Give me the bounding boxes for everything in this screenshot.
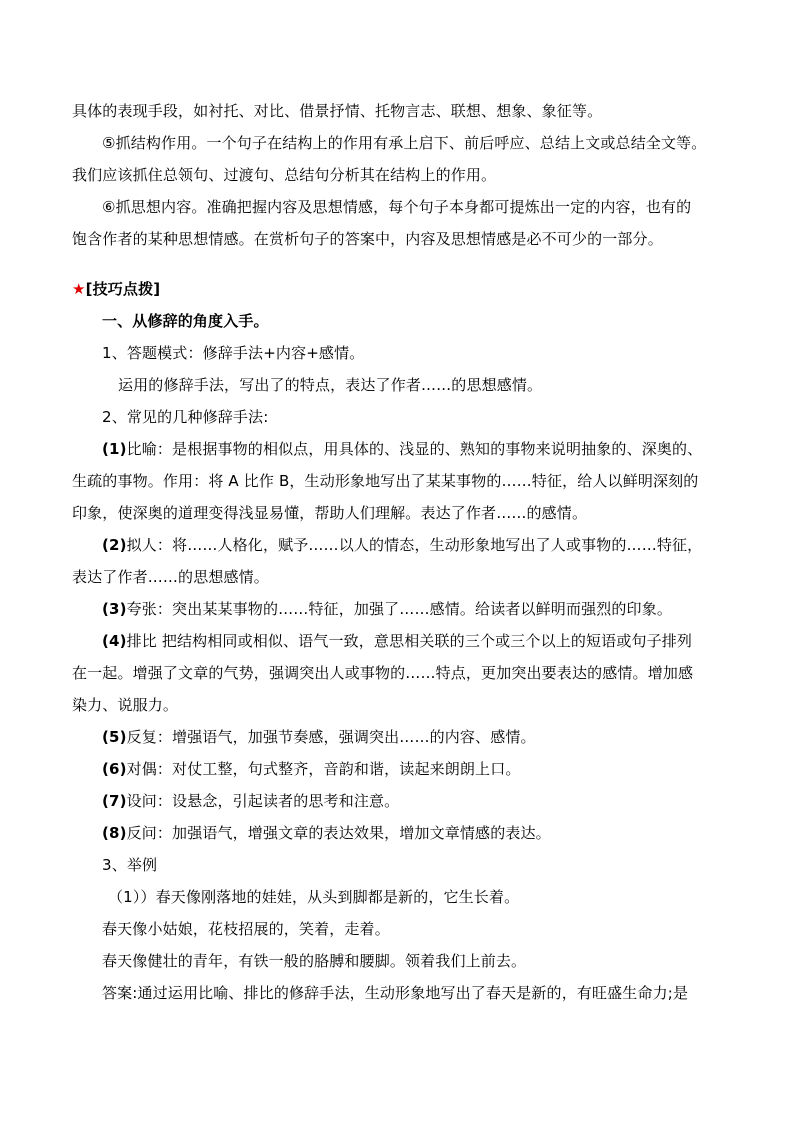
point-6-line-1: ⑥抓思想内容。准确把握内容及思想情感，每个句子本身都可提炼出一定的内容，也有的 [102, 198, 692, 216]
rhetoric-4-line-2: 在一起。增强了文章的气势，强调突出人或事物的……特点，更加突出要表达的感情。增加感 [72, 664, 694, 682]
rhetoric-4-line-3: 染力、说服力。 [72, 696, 179, 714]
section-title [72, 279, 727, 299]
point-6-line-2: 饱含作者的某种思想情感。在赏析句子的答案中，内容及思想情感是必不可少的一部分。 [72, 230, 663, 248]
intro-line-1: 具体的表现手段，如衬托、对比、借景抒情、托物言志、联想、想象、象征等。 [72, 102, 603, 120]
rhetoric-5-text: 反复：增强语气，加强节奏感，强调突出……的内容、感情。 [126, 728, 536, 746]
point-5-line-1: ⑤抓结构作用。一个句子在结构上的作用有承上启下、前后呼应、总结上文或总结全文等。 [102, 134, 707, 152]
rhetoric-4-label: (4) [102, 632, 127, 650]
rhetoric-4-line-1 [102, 631, 727, 651]
item-3-examples: 3、举例 [102, 856, 158, 874]
rhetoric-4-text: 排比 把结构相同或相似、语气一致，意思相关联的三个或三个以上的短语或句子排列 [126, 632, 693, 650]
rhetoric-3-label: (3) [102, 600, 127, 618]
rhetoric-1-line-1 [102, 439, 727, 459]
rhetoric-7-label: (7) [102, 792, 127, 810]
rhetoric-1-label: (1) [102, 440, 127, 458]
point-5-line-2: 我们应该抓住总领句、过渡句、总结句分析其在结构上的作用。 [72, 166, 497, 184]
rhetoric-8-text: 反问：加强语气，增强文章的表达效果，增加文章情感的表达。 [126, 824, 551, 842]
rhetoric-1-line-3: 印象，使深奥的道理变得浅显易懂，帮助人们理解。表达了作者……的感情。 [72, 504, 588, 522]
rhetoric-2-line-2: 表达了作者……的思想感情。 [72, 568, 269, 586]
star-icon: ★ [72, 280, 86, 298]
rhetoric-8-line-1 [102, 823, 727, 843]
rhetoric-2-text: 拟人：将……人格化，赋予……以人的情态，生动形象地写出了人或事物的……特征， [126, 536, 703, 554]
rhetoric-1-line-2: 生疏的事物。作用：将 A 比作 B，生动形象地写出了某某事物的……特征，给人以鲜明深刻的 [72, 472, 699, 490]
rhetoric-5-label: (5) [102, 728, 127, 746]
rhetoric-7-line-1 [102, 791, 727, 811]
example-1-answer: 答案:通过运用比喻、排比的修辞手法，生动形象地写出了春天是新的，有旺盛生命力;是 [102, 984, 689, 1002]
item-2-common-rhetoric: 2、常见的几种修辞手法: [102, 408, 269, 426]
example-1-line-2: 春天像小姑娘，花枝招展的，笑着，走着。 [102, 920, 390, 938]
rhetoric-2-line-1 [102, 535, 727, 555]
rhetoric-1-text: 比喻：是根据事物的相似点，用具体的、浅显的、熟知的事物来说明抽象的、深奥的、 [126, 440, 703, 458]
section-title-text: [技巧点拨] [85, 280, 161, 298]
rhetoric-6-label: (6) [102, 760, 127, 778]
heading-rhetoric: 一、从修辞的角度入手。 [102, 312, 269, 330]
rhetoric-5-line-1 [102, 727, 727, 747]
rhetoric-7-text: 设问：设悬念，引起读者的思考和注意。 [126, 792, 400, 810]
rhetoric-3-text: 夸张：突出某某事物的……特征，加强了……感情。给读者以鲜明而强烈的印象。 [126, 600, 673, 618]
rhetoric-2-label: (2) [102, 536, 127, 554]
rhetoric-6-text: 对偶：对仗工整，句式整齐，音韵和谐，读起来朗朗上口。 [126, 760, 521, 778]
item-1-answer-pattern: 1、答题模式：修辞手法+内容+感情。 [102, 344, 365, 362]
item-1-detail: 运用的修辞手法，写出了的特点，表达了作者……的思想感情。 [118, 376, 543, 394]
rhetoric-3-line-1 [102, 599, 727, 619]
rhetoric-8-label: (8) [102, 824, 127, 842]
rhetoric-6-line-1 [102, 759, 727, 779]
example-1-line-1: （1））春天像刚落地的娃娃，从头到脚都是新的，它生长着。 [108, 888, 520, 906]
example-1-line-3: 春天像健壮的青年，有铁一般的胳膊和腰脚。领着我们上前去。 [102, 952, 527, 970]
